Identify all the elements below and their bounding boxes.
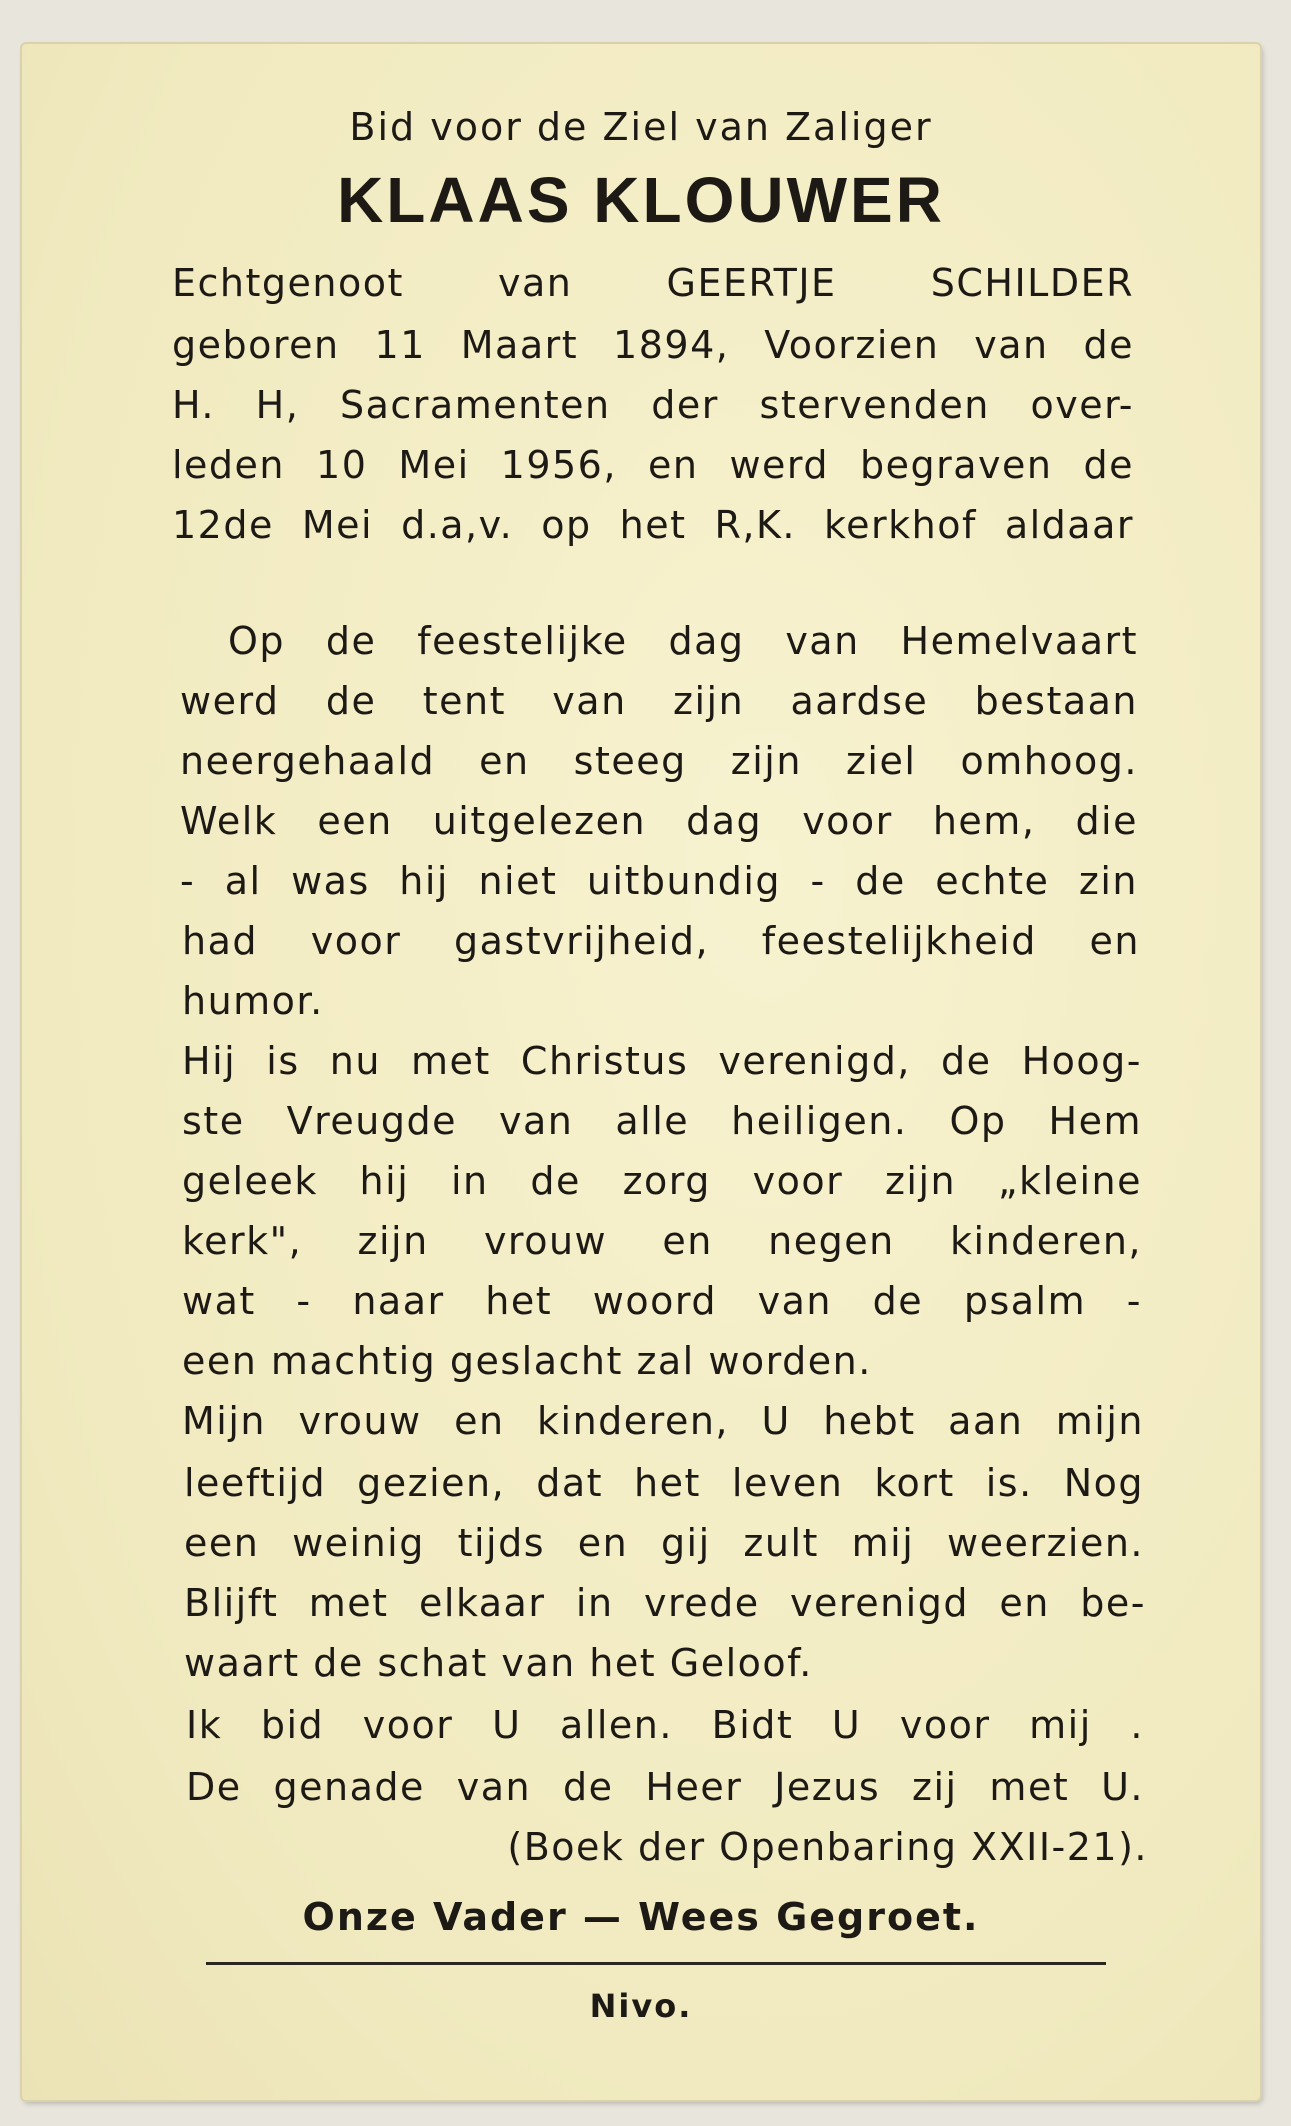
text-line: wat - naar het woord van de psalm - (182, 1279, 1142, 1323)
text-line: waart de schat van het Geloof. (184, 1641, 813, 1685)
memorial-card (22, 44, 1260, 2100)
text-line: Welk een uitgelezen dag voor hem, die (180, 799, 1138, 843)
text-line: Hij is nu met Christus verenigd, de Hoog- (182, 1039, 1142, 1083)
text-line: Mijn vrouw en kinderen, U hebt aan mijn (182, 1399, 1144, 1443)
divider-rule (206, 1962, 1106, 1965)
text-line: leeftijd gezien, dat het leven kort is. Nog (184, 1461, 1144, 1505)
text-line: kerk", zijn vrouw en negen kinderen, (182, 1219, 1142, 1263)
text-line: werd de tent van zijn aardse bestaan (180, 679, 1138, 723)
bio-line: leden 10 Mei 1956, en werd begraven de (172, 443, 1134, 487)
closing-prayer: Onze Vader — Wees Gegroet. (302, 1895, 980, 1939)
bio-line: geboren 11 Maart 1894, Voorzien van de (172, 323, 1134, 367)
printer-mark: Nivo. (589, 1987, 693, 2025)
scripture-citation: (Boek der Openbaring XXII-21). (507, 1825, 1148, 1869)
text-line: - al was hij niet uitbundig - de echte zin (180, 859, 1138, 903)
text-line: Blijft met elkaar in vrede verenigd en be- (184, 1581, 1146, 1625)
text-line: De genade van de Heer Jezus zij met U. (186, 1765, 1144, 1809)
text-line: een weinig tijds en gij zult mij weerzien. (184, 1521, 1144, 1565)
text-line: een machtig geslacht zal worden. (182, 1339, 872, 1383)
intro-line: Bid voor de Ziel van Zaliger (349, 105, 933, 149)
deceased-name: KLAAS KLOUWER (337, 164, 945, 236)
text-line: geleek hij in de zorg voor zijn „kleine (182, 1159, 1142, 1203)
text-line: humor. (182, 979, 324, 1023)
text-line: neergehaald en steeg zijn ziel omhoog. (180, 739, 1138, 783)
text-line: had voor gastvrijheid, feestelijkheid en (182, 919, 1140, 963)
bio-line: H. H, Sacramenten der stervenden over- (172, 383, 1134, 427)
bio-line: Echtgenoot van GEERTJE SCHILDER (172, 261, 1134, 305)
text-line: Ik bid voor U allen. Bidt U voor mij . (186, 1703, 1144, 1747)
text-line: Op de feestelijke dag van Hemelvaart (228, 619, 1138, 663)
bio-line: 12de Mei d.a,v. op het R,K. kerkhof aldaar (172, 503, 1134, 547)
text-line: ste Vreugde van alle heiligen. Op Hem (182, 1099, 1142, 1143)
